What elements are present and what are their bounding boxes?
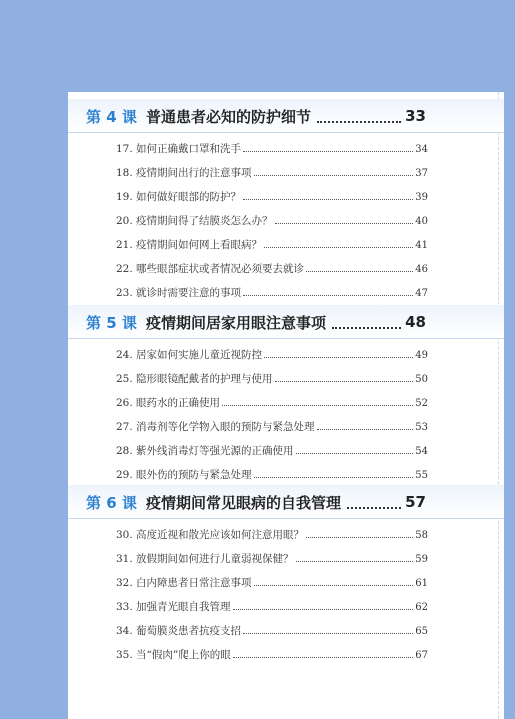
leader-dots [264,241,413,248]
entry-title: 31. 放假期间如何进行儿童弱视保健？ [116,553,294,565]
chapter-section-6 [68,485,504,671]
leader-dots [243,627,413,634]
entry-title: 26. 眼药水的正确使用 [116,397,221,409]
leader-dots [317,109,401,123]
leader-dots [296,555,414,562]
entry-title: 21. 疫情期间如何网上看眼病？ [116,239,263,251]
chapter-number: 第 5 课 [86,313,137,332]
toc-entry[interactable] [116,261,428,285]
entry-title: 35. 当“假肉”爬上你的眼 [116,649,231,661]
leader-dots [254,169,414,176]
leader-dots [332,315,401,329]
toc-entry[interactable] [116,165,428,189]
leader-dots [275,217,414,224]
toc-entry[interactable] [116,213,428,237]
chapter-section-5 [68,305,504,491]
chapter-title: 普通患者必知的防护细节 [146,107,312,126]
entry-page-number: 39 [415,192,428,203]
entry-page-number: 47 [415,288,428,299]
entry-page-number: 49 [415,350,428,361]
leader-dots [347,495,401,509]
entry-page-number: 61 [415,578,428,589]
entry-page-number: 55 [415,470,428,481]
toc-entry[interactable] [116,551,428,575]
entry-page-number: 58 [415,530,428,541]
entry-title: 17. 如何正确戴口罩和洗手 [116,143,242,155]
toc-entry[interactable] [116,395,428,419]
chapter-page-number: 33 [405,107,426,125]
entry-title: 27. 消毒剂等化学物入眼的预防与紧急处理 [116,421,315,433]
entry-title: 24. 居家如何实施儿童近视防控 [116,349,263,361]
entry-page-number: 34 [415,144,428,155]
entry-page-number: 37 [415,168,428,179]
entry-page-number: 59 [415,554,428,565]
entry-page-number: 65 [415,626,428,637]
leader-dots [233,603,414,610]
toc-entry[interactable] [116,575,428,599]
entry-title: 28. 紫外线消毒灯等强光源的正确使用 [116,445,294,457]
chapter-number: 第 6 课 [86,493,137,512]
toc-entry[interactable] [116,189,428,213]
entry-page-number: 46 [415,264,428,275]
leader-dots [243,145,413,152]
leader-dots [254,471,414,478]
leader-dots [254,579,414,586]
toc-entry[interactable] [116,623,428,647]
leader-dots [233,651,413,658]
chapter-page-number: 57 [405,493,426,511]
entry-title: 30. 高度近视和散光应该如何注意用眼？ [116,529,305,541]
toc-entry[interactable] [116,647,428,671]
entry-page-number: 52 [415,398,428,409]
leader-dots [222,399,413,406]
entry-title: 25. 隐形眼镜配戴者的护理与使用 [116,373,273,385]
chapter-divider [68,132,504,133]
toc-entry[interactable] [116,141,428,165]
leader-dots [243,193,413,200]
chapter-heading[interactable] [68,485,504,519]
leader-dots [306,531,413,538]
chapter-heading[interactable] [68,99,504,133]
toc-entry[interactable] [116,527,428,551]
entry-title: 29. 眼外伤的预防与紧急处理 [116,469,252,481]
entry-title: 22. 哪些眼部症状或者情况必须要去就诊 [116,263,305,275]
toc-entry[interactable] [116,371,428,395]
chapter-title: 疫情期间居家用眼注意事项 [146,313,327,332]
entry-page-number: 40 [415,216,428,227]
entry-page-number: 41 [415,240,428,251]
entry-page-number: 53 [415,422,428,433]
leader-dots [264,351,413,358]
entry-title: 23. 就诊时需要注意的事项 [116,287,242,299]
leader-dots [243,289,413,296]
toc-entry[interactable] [116,237,428,261]
entry-title: 32. 白内障患者日常注意事项 [116,577,252,589]
chapter-section-4 [68,99,504,309]
leader-dots [306,265,413,272]
entry-page-number: 54 [415,446,428,457]
entry-page-number: 50 [415,374,428,385]
entry-title: 20. 疫情期间得了结膜炎怎么办？ [116,215,273,227]
leader-dots [275,375,414,382]
chapter-page-number: 48 [405,313,426,331]
entry-title: 33. 加强青光眼自我管理 [116,601,231,613]
chapter-divider [68,518,504,519]
entry-title: 18. 疫情期间出行的注意事项 [116,167,252,179]
chapter-heading[interactable] [68,305,504,339]
entry-page-number: 67 [415,650,428,661]
entry-page-number: 62 [415,602,428,613]
toc-entry[interactable] [116,443,428,467]
leader-dots [296,447,414,454]
chapter-divider [68,338,504,339]
entry-title: 19. 如何做好眼部的防护？ [116,191,242,203]
chapter-title: 疫情期间常见眼病的自我管理 [146,493,342,512]
page-edge-strip [504,92,515,719]
entry-title: 34. 葡萄膜炎患者抗疫支招 [116,625,242,637]
chapter-number: 第 4 课 [86,107,137,126]
toc-entry[interactable] [116,419,428,443]
toc-entry[interactable] [116,347,428,371]
toc-entry[interactable] [116,599,428,623]
leader-dots [317,423,414,430]
